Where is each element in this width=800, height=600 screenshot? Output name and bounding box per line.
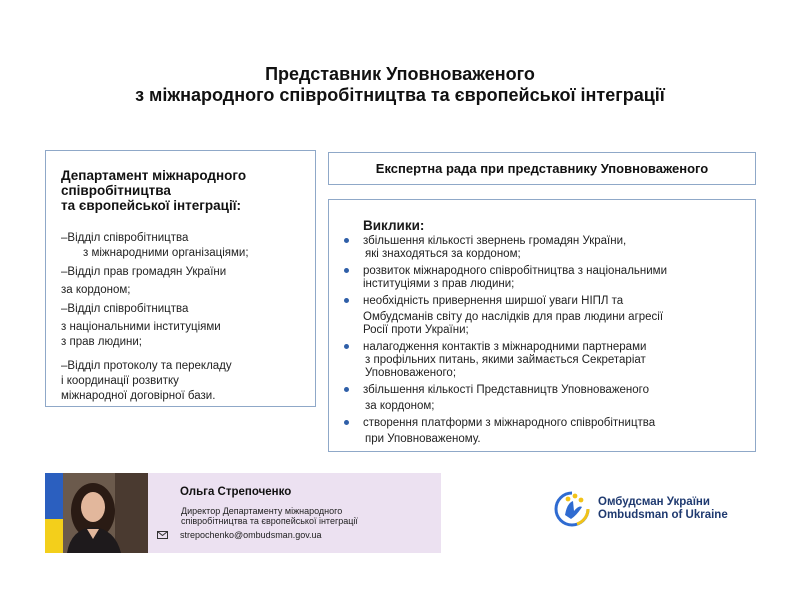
person-role-line: співробітництва та європейської інтеграції <box>181 516 358 526</box>
expert-council-label: Експертна рада при представнику Уповноваженого <box>375 161 709 176</box>
bullet-dot-icon <box>344 268 349 273</box>
challenge-line: з профільних питань, якими займається Секретаріат <box>365 354 646 366</box>
person-role-line: Директор Департаменту міжнародного <box>181 506 343 516</box>
expert-council-box <box>328 152 756 185</box>
department-item-line: –Відділ співробітництва <box>61 232 189 244</box>
challenges-heading: Виклики: <box>363 218 425 233</box>
challenge-line: створення платформи з міжнародного співробітництва <box>363 417 656 429</box>
challenge-line: налагодження контактів з міжнародними партнерами <box>363 341 647 353</box>
bullet-dot-icon <box>344 298 349 303</box>
challenge-item <box>363 341 745 380</box>
email-link[interactable]: strepochenko@ombudsman.gov.ua <box>180 530 322 540</box>
bullet-dot-icon <box>344 387 349 392</box>
person-role <box>181 506 436 526</box>
department-title-line: Департамент міжнародного <box>61 168 247 183</box>
challenge-line: Омбудсманів світу до наслідків для прав людини агресії <box>363 311 664 323</box>
person-info <box>180 486 436 526</box>
flag-yellow <box>45 519 63 553</box>
page-title <box>0 64 800 106</box>
challenges-list <box>363 235 745 446</box>
department-list <box>61 231 303 404</box>
title-line-1: Представник Уповноваженого <box>265 64 535 84</box>
department-item-line: –Відділ протоколу та перекладу <box>61 360 232 372</box>
challenge-line: інституціями з прав людини; <box>363 278 515 290</box>
department-box <box>45 150 316 407</box>
challenge-line: Росії проти України; <box>363 324 469 336</box>
department-item-line: –Відділ прав громадян України <box>61 266 227 278</box>
challenge-line: які знаходяться за кордоном; <box>365 248 521 260</box>
challenge-item <box>363 384 745 413</box>
challenge-line: збільшення кількості Представництв Уповноваженого <box>363 384 650 396</box>
department-item <box>61 302 303 350</box>
challenge-line: при Уповноваженому. <box>365 433 481 445</box>
ombudsman-logo <box>553 489 728 529</box>
challenges-box <box>328 199 756 452</box>
bullet-dot-icon <box>344 420 349 425</box>
logo-text-en: Ombudsman of Ukraine <box>598 509 728 521</box>
bullet-dot-icon <box>344 238 349 243</box>
challenge-line: за кордоном; <box>365 400 435 412</box>
person-name: Ольга Стрепоченко <box>180 486 292 498</box>
bullet-dot-icon <box>344 344 349 349</box>
challenge-line: збільшення кількості звернень громадян України, <box>363 235 627 247</box>
department-item-line: за кордоном; <box>61 284 131 296</box>
department-title <box>61 168 303 213</box>
department-item <box>61 265 303 298</box>
department-item-line: міжнародної договірної бази. <box>61 390 216 402</box>
challenge-line: розвиток міжнародного співробітництва з національними <box>363 265 668 277</box>
department-item <box>61 359 303 404</box>
person-portrait-icon <box>45 473 148 553</box>
department-title-line: співробітництва <box>61 183 171 198</box>
person-photo <box>45 473 148 553</box>
contact-card <box>45 473 441 553</box>
title-line-2: з міжнародного співробітництва та європейської інтеграції <box>135 85 665 105</box>
department-title-line: та європейської інтеграції: <box>61 198 242 213</box>
challenge-line: необхідність привернення ширшої уваги НІПЛ та <box>363 295 624 307</box>
department-item-line: –Відділ співробітництва <box>61 303 189 315</box>
department-item-line: з прав людини; <box>61 336 142 348</box>
department-item-line: з міжнародними організаціями; <box>83 247 249 259</box>
challenge-item <box>363 265 745 291</box>
ombudsman-emblem-icon <box>553 489 591 529</box>
challenge-item <box>363 295 745 337</box>
email-row <box>157 530 322 540</box>
challenge-item <box>363 417 745 446</box>
department-item-line: і координації розвитку <box>61 375 179 387</box>
logo-text <box>598 496 728 522</box>
challenge-item <box>363 235 745 261</box>
flag-blue <box>45 473 63 519</box>
department-item-line: з національними інституціями <box>61 321 221 333</box>
department-item <box>61 231 303 261</box>
logo-text-ua: Омбудсман України <box>598 496 710 508</box>
challenge-line: Уповноваженого; <box>365 367 457 379</box>
mail-icon <box>157 531 169 539</box>
